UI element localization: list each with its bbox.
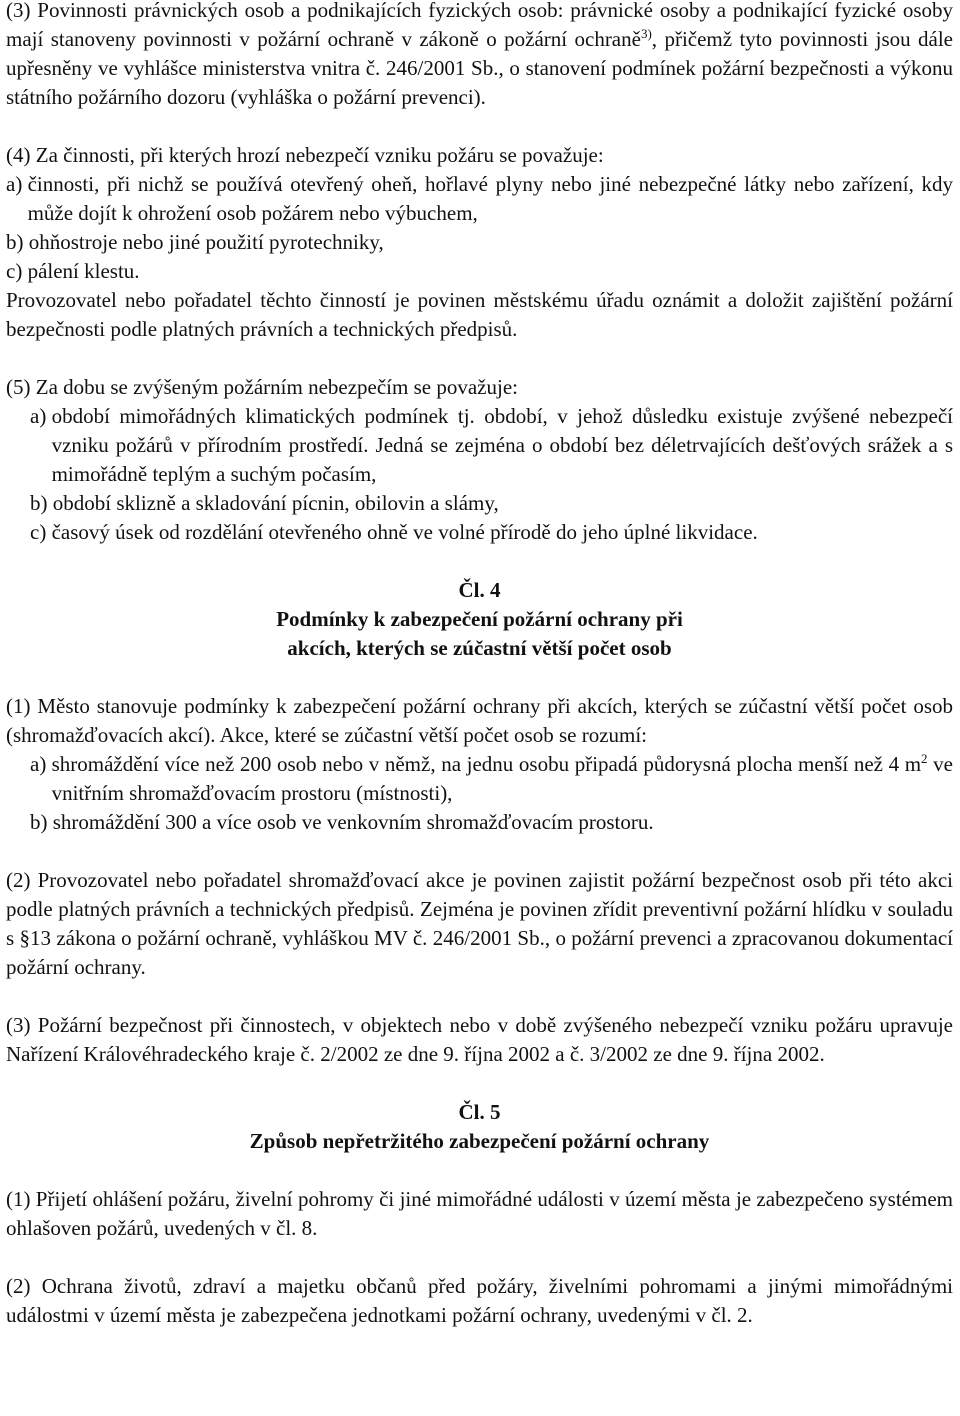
list-item-text: časový úsek od rozdělání otevřeného ohně ve volné přírodě do jeho úplné likvidace. [51, 520, 758, 544]
article-5-paragraph-1: (1) Přijetí ohlášení požáru, živelní pohromy či jiné mimořádné události v území města je zabezpečeno systémem ohlašoven požárů, uvedených v čl. 8. [6, 1187, 953, 1240]
list-item-label: a) [30, 404, 52, 428]
list-item [6, 170, 953, 228]
paragraph-4-list [6, 170, 953, 286]
article-4-number: Čl. 4 [458, 578, 501, 602]
paragraph-4-intro: (4) Za činnosti, při kterých hrozí nebezpečí vzniku požáru se považuje: [6, 143, 604, 167]
paragraph-3-text-a: (3) Povinnosti právnických osob a podnikajících fyzických osob: právnické osoby a podnikající fyzické osoby mají stanoveny povinnosti v požární ochraně v zákoně o požární ochraně [6, 0, 953, 51]
footnote-ref-3: 3) [640, 26, 652, 41]
list-item-text: shromáždění 300 a více osob ve venkovním shromažďovacím prostoru. [52, 810, 654, 834]
list-item [6, 808, 953, 837]
paragraph-3-text-b: , přičemž tyto povinnosti jsou dále upřesněny ve vyhlášce ministerstva vnitra č. 246/2001 Sb., o stanovení podmínek požární bezpečnosti a výkonu státního požárního dozoru (vyhláška o požární prevenci). [6, 27, 953, 109]
list-item-label: a) [30, 752, 52, 776]
list-item-text-b: ve vnitřním shromažďovacím prostoru (místnosti), [51, 752, 953, 805]
superscript-2: 2 [921, 751, 928, 766]
article-4-list [6, 750, 953, 837]
list-item-label: a) [6, 172, 28, 196]
list-item-text: období sklizně a skladování pícnin, obilovin a slámy, [52, 491, 499, 515]
article-4-title-line-1: Podmínky k zabezpečení požární ochrany při [276, 607, 683, 631]
list-item-text-a: shromáždění více než 200 osob nebo v němž, na jednu osobu připadá půdorysná plocha menší než 4 m [51, 752, 922, 776]
list-item-text: období mimořádných klimatických podmínek tj. období, v jehož důsledku existuje zvýšené nebezpečí vzniku požárů v přírodním prostředí. Jedná se zejména o období bez déletrvajících dešťových srážek a s mimořádně teplým a suchým počasím, [51, 404, 953, 486]
article-5-paragraph-2: (2) Ochrana životů, zdraví a majetku občanů před požáry, živelními pohromami a jinými mimořádnými událostmi v území města je zabezpečena jednotkami požární ochrany, uvedenými v čl. 2. [6, 1274, 953, 1327]
paragraph-5-list [6, 402, 953, 547]
paragraph-3-obligations [6, 0, 953, 112]
paragraph-5-intro: (5) Za dobu se zvýšeným požárním nebezpečím se považuje: [6, 375, 518, 399]
list-item [6, 750, 953, 808]
list-item-text: ohňostroje nebo jiné použití pyrotechniky, [28, 230, 384, 254]
list-item [6, 257, 953, 286]
article-4-paragraph-3: (3) Požární bezpečnost při činnostech, v objektech nebo v době zvýšeného nebezpečí vzniku požáru upravuje Nařízení Královéhradeckého kraje č. 2/2002 ze dne 9. října 2002 a č. 3/2002 ze dne 9. října 2002. [6, 1013, 953, 1066]
article-4-title-line-2: akcích, kterých se zúčastní větší počet osob [287, 636, 672, 660]
list-item [6, 489, 953, 518]
list-item-text: pálení klestu. [27, 259, 140, 283]
list-item [6, 518, 953, 547]
article-5-number: Čl. 5 [458, 1100, 501, 1124]
list-item-label: b) [30, 810, 53, 834]
article-4-paragraph-2: (2) Provozovatel nebo pořadatel shromažďovací akce je povinen zajistit požární bezpečnost osob při této akci podle platných právních a technických předpisů. Zejména je povinen zřídit preventivní požární hlídku v souladu s §13 zákona o požární ochraně, vyhláškou MV č. 246/2001 Sb., o požární prevenci a zpracovanou dokumentací požární ochrany. [6, 868, 953, 979]
article-4-paragraph-1: (1) Město stanovuje podmínky k zabezpečení požární ochrany při akcích, kterých se zúčastní větší počet osob (shromažďovacích akcí). Akce, které se zúčastní větší počet osob se rozumí: [6, 694, 953, 747]
article-5-title: Způsob nepřetržitého zabezpečení požární ochrany [249, 1129, 710, 1153]
paragraph-4-obligation: Provozovatel nebo pořadatel těchto činností je povinen městskému úřadu oznámit a doložit zajištění požární bezpečnosti podle platných právních a technických předpisů. [6, 288, 953, 341]
list-item [6, 228, 953, 257]
list-item-label: c) [30, 520, 52, 544]
list-item [6, 402, 953, 489]
list-item-label: b) [6, 230, 29, 254]
list-item-label: b) [30, 491, 53, 515]
list-item-label: c) [6, 259, 28, 283]
list-item-text: činnosti, při nichž se používá otevřený oheň, hořlavé plyny nebo jiné nebezpečné látky nebo zařízení, kdy může dojít k ohrožení osob požárem nebo výbuchem, [27, 172, 953, 225]
list-item-text [52, 750, 953, 808]
